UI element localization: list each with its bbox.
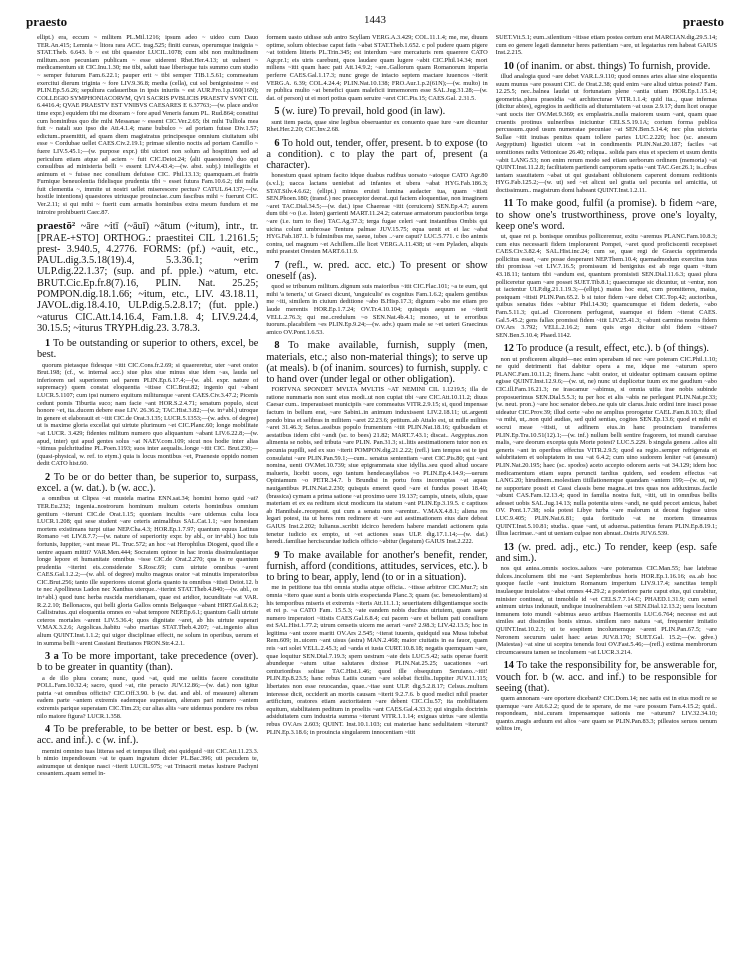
sense-number: 12 (503, 343, 514, 355)
column-right (496, 34, 717, 914)
citation-paragraph: FORTVNA SPONDET MVLTA MVLTIS ~AT NEMINI CIL 1.1219.5; illa de ratione nummaria non sunt eius modi..ut non cupiat tibi ~are CIC.Att.10.11.2; diuus Caesar cum.. imperauisset municipiis ~are commeatus VITR.2.9.15; si, quod impensae factum in bellum erat, ~are Sabini..in animum induxissent LIV.2.18.11; ut..argenti pondo bina et selibras in militem ~aret 22.23.6; petitum..ab Attalo est, ut mille milites ~aret 31.46.3; Seius..assibus populo frumentum ~itit PLIN.Nat.18.16; quibusdam et aestatibus iidem cibi ~andi (sc. to bees) 21.82; MART.7.43.1; discat.. Aegyptus..non alimenta se nobis, sed tributa ~are PLIN. Pan.31.3; si..litis aestimationem tutor non ex pecunia pupilli, sed ex suo ~iterit POMPON.dig.21.2.22; (refl.) iam tempus est te ipsi consulatui ~are PLIN.Pan.59.1;—cum.. senatus sententiam ~aret CIC.Pis.80; qui ~ant nomina, uenti OV.Met.10.739; siue epigrammata siue idyllia..seu quod aliud uocare malueris, licebit uoces, ego tantum hendecasyllabos ~o PLIN.Ep.4.14.9;—uerum Opiniamum ~o PETR.34.7. b Brundisi in portu fons incorruptas ~at aquas nauigantibus PLIN.Nat.2.230; quisquis emeret quod ~are ei fundus posset 18.40; (brassica) cymam a prima satione ~at proximo uere 19.137; campis, uineis, siluis, quae materiam et ex ea reditum sicut modicum ita statum ~ant PLIN.Ep.3.19.5. c captiuos ab Hannibale..receperat. qui cum a senatu non ~arentur.. V.MAX.4.8.1; aliena res legari potest, ita ut heres rem redimere et ~are aut aestimationem eius dare debeat GAIUS Inst.2.202; Iulianus..scribit idcirco heredem habere mandati actionem quia tenetur iudicio ex empto, ut ~et actiones suas ULP. dig.17.1.14;—(w. dat.) heredi..familiae herciscundae iudicis officio ~abitur (legatum) GAIUS Inst.2.222. (266, 386, 488, 546)
sense-number: 5 (274, 106, 280, 118)
sense-definition (266, 106, 487, 117)
sense-text: To produce (a result, effect, etc.). b (of things). (513, 343, 709, 355)
entry-lemma: praestō² (37, 220, 76, 233)
citation-paragraph: me in petitione tua tibi omnia studia atque officia.. ~itisse arbitror CIC.Mur.7; sin omnia ~itero quae sunt a bonis uiris exspectanda Planc.3; quam (sc. beneuolentiam) si his temporibus miseris et extremis ~iteris Att.11.1.1; seueritatem diligentiamque sociis et rei p. ~a CATO Fam. 15.5.3; ~ate eandem nobis ducibus uirtutem, quam saepe numero imperatori ~itistis CAES.Gal.6.8.4; cui pacem ~are et bellum pati consilium est SAL.Hist.1.77.2; utrum censetis uicem me aerari ~are? 2.98.3; LIV.42.13.5; hoc in legitima ~ant uxore mariti OV.Ars 2.545; ~iterat iuuenis, quidquid sua Musa iubebat Rem.609; in..uicem ~ant uisus (astra) MAN.2.468; maior ciuitatis in ea fauor, quam reis ~ari solet VELL.2.45.3; ad ~anda ei iusta CURT.10.8.18; negatis quemquam ~are, quae loquitur SEN.Dial.7.19.3; spem uestram ~ate deis LUC.5.42; satis operae fuerit abundeque ~atum uitae salutares dixisse PLIN.Nat.25.25; uacationes ~ari centurionibus solitae TAC.Hist.1.46; quod ille obsequium Seruiano..~itit! PLIN.Ep.8.23.5; hanc rebus Latiis curam ~are solebat fictilis..Iuppiter JUV.11.115; libertates non esse reuocandas, quae..~itae sunt ULP. dig.5.2.8.17; Celsus..multum interesse dicit, occiderit an mortis causam ~iterit 9.2.7.6. b quod medici nihil praeter artificium, oratores etiam auctoritatem ~are debent CIC.Clu.57; ita mobilitatem equitum, stabilitatem peditum in proeliis ~ant CAES.Gal.4.33.3; qui singulis doctrinis adsiduitatem cum industria summa ~iterunt VITR.1.1.14; exiguas uirtus ~are silentia rebus OV.Ars 2.603; QUINT. Inst.10.1.103; cui materiae hanc sedulitatem ~iterunt? PLIN.Ep.3.18.6; in prouincia singularem innocentiam ~itit (266, 584, 488, 736)
sense-text: To hold out, tender, offer, present. b to expose (to a condition). c to play the part of, present (a character). (266, 137, 488, 172)
sense-definition (496, 542, 717, 564)
sense-number: 14 (503, 660, 514, 672)
entry-heading (37, 221, 258, 334)
sense-definition (37, 338, 258, 360)
sense-number: 6 (274, 137, 280, 149)
sense-text: To be preferable, to be better or best. esp. b (w. acc. and inf.). c (w. inf.). (37, 724, 259, 747)
sense-definition (266, 550, 487, 584)
citation-paragraph: ut, quae rei p. bonisque omnibus polliceremur, exitu ~aremus PLANC.Fam.10.8.3; cum eius necessarii fidem implorarent Pompei, ~aret quod proficiscenti recepisset CAES.Civ.3.82.4; SAL.Hist.inc.24; cum se, quae regi de Graecia opprimenda pollicitus esset, ~are posse desperaret NEP.Them.10.4; quemadmodum exercitus tuus tibi promissa ~et LIV.7.16.5; promissum id benignius est ab rege quam ~itum 43.18.11; tantum tibi ~andum est, quantum promisisti SEN.Dial.11.6.3; quasi plura polliceretur quam ~are posset SUET.Tib.8.1; quaecumque sic dicuntur, ut ~entur, non ut iactentur ULP.dig.21.1.19.3;—(ellipt.) maius hoc erat, cum promitteres, maius, postquam ~itisti PLIN.Pan.65.2. b si tutor fidem ~are debet CIC.Top.42; auctoribus, quibus senatus fides ~abitur Phil.14.30; quamcumque ei fidem dederis, ~abo Fam.5.11.3; qui..ad Ciceronem perfugerat, suamque ei fidem ~iterat CAES. Gal.5.45.2; gens fallax promissi fidem ~itit LIV.25.41.3; ~abunt carmina nostra fidem OV.Ars 3.792; VELL.2.16.2; num quis ergo dicitur sibi fidem ~itisse? SEN.Ben.5.10.4; Phaed.1142. (495, 233, 717, 339)
sense-definition (266, 340, 487, 385)
citation-paragraph: nos qui antea..omnis socios..saluos ~are poteramus CIC.Man.55; hae latebrae dulces..incolumem tibi me ~ant Septembribus horis HOR.Ep.1.16.16; ea..ab hoc quoque facile ~ant inuictum Romanum imperium LIV.9.17.4; sanctitas templi insulaeque inuiolatos ~abat omnes 44.29.2; a posteriore parte caput eius, qui curabitur, minister contineat, ut inmobile id ~et CELS.7.7.14.C; PHAED.1.31.9; cum semel animum uirtus indurauit, undique inuolnerabilem ~at SEN.Dial.12.13.2; uera locutum inmunem toto mundi ~abimus aeuo artibus Haemoniis LUC.6.764; necesse est aut similes aut dissimiles bonis simus. similem raro natura ~at, frequenter imitatio QUINT.Inst.10.2.3; ut te sospitem incolumemque ~arent PLIN.Pan.67.5; ~are Neronem securum ualet haec aetas JUV.8.170; SUET.Gal. 15.2;—(w. gdve.) (Maiestas) ~at sine ui sceptra tenenda Ioui OV.Fast.5.46;—(refl.) extima membrorum circumcaesura tamen se incolumem ~at LUCR.3.214. (495, 565, 717, 656)
citation-paragraph: quem annonam ~are oportere dicebant? CIC.Dom.14; nec satis est in eius modi re se quemque ~are Att.6.2.2; quod de te sperare, de me ~are possum Fam.4.15.2; quid.. respondeam, nisi..curam impensamque sationis me ~aturum? LIV.32.34.10; quanto..magis arduum est alios ~are quam se PLIN.Pan.83.3; pilleatos seruos uenum solitos ire, (495, 695, 717, 733)
citation-paragraph: formem uasto uidisse sub antro Scyllam VERG.A.3.429; COL.11.1.4; me, me, diuum optime, solum obiecisse caput fatis ~abat STAT.Theb.1.652. c pol pudere quam pigere ~at totidem litteris PL.Trin.345; est interdum ~are mercaturis rem quaerere CATO Agr.pr.1; eis uiris carebunt, quos laudare quam lugere ~abit CIC.Phil.14.34; mori miliens ~itit quam haec pati Att.14.9.2; ~are..Gallorum quam Romanorum imperia perferre CAES.Gal.1.17.3; nunc grege de intacto septem mactare iuuencos ~iterit VERG.A. 6.39; COL.4.24.4; PLIN.Nat.10.138; FRO.Aur.1.p.2(61N);—(w. multo) in re publica multo ~at benefici quam maleficii inmemorem esse SAL.Jug.31.28;—(w. dat. of person) ut ei mori potius quam seruire ~aret CIC.Pis.15; CAES.Gal. 2.31.5. (266, 34, 488, 102)
sense-definition (496, 198, 717, 232)
sense-definition (496, 61, 717, 72)
sense-number: 3 a (45, 651, 59, 663)
sense-number: 1 (45, 338, 51, 350)
sense-text: To be more important, take precedence (over). b to be greater in quantity (than). (37, 651, 259, 674)
sense-text: (w. pred. adj., etc.) To render, keep (esp. safe and sim.). (495, 541, 717, 565)
citation-paragraph: quorum pietasque fidesque ~itit CIC.Cons.fr.2.69; si quaereretur, uter ~aret orator Brut.198; (cf., w. internal acc.) siue plus siue minus siue idem ~as, lauda uel inferiorem uel superiorem uel parem PLIN.Ep.6.17.4;—(w. abl. expr. nature of supremacy) quem constat eloquentia ~itisse CIC.Brut.82; ingenio qui ~abant LUCR.5.1107; cum ipsi numero equitum militumque ~arent CAES.Civ.3.47.2; Picenis cedunt pomis Tiburtia suco; nam facie ~ant HOR.S.2.4.71; senatum populo, sicut honore ~et, ita..ducem debere esse LIV. 26.36.2; TAC.Hist.3.82;—(w. in+abl.) utroque in genere et elaborauit et ~itit CIC.de Orat.3.135; LUCR.5.1353;—(w. advs. of degree) ut is maxime gloria excellat qui uirtute plurimum ~et CIC.Planc.60; longe mobilitate ~at LUCR. 3.429; fidentes militum numero quo aliquantum ~abant LIV.6.22.8;—(w. apud, inter) qui apud gentes solus ~at NAEV.com.109; sicut nos hodie inter alias ~itimus pulchritudine PL.Poen.1193; suos inter aequalis..longe ~itit CIC. Brut.230;—(quasi-physical, w. ref. to etym.) quia is locus montibus ~et, Praeneste oppido nomen dedit CATO hist.60. (37, 361, 259, 468)
sense-text: To make available for another's benefit, render, furnish, afford (conditions, attitudes, services, etc.). b to bring to bear, apply, lend (to or in a situation). (266, 549, 488, 584)
entry-forms: ~āre ~itī (~āuī) ~ātum (~itum), intr., tr. [PRAE-+STO] ORTHOG.: praestitei CIL 1.2161.5; prest- 3.940.5, 4.2776. FORMS: (pf.) ~auit, etc., PAUL.dig.3.5.18(19).4, 5.3.36.1; ~erim ULP.dig.22.1.37; (sup. and pf. pple.) ~atum, etc. BRUT.Cic.Ep.fr.8(7).16, PLIN. Nat. 25.25; POMPON.dig.18.1.66; ~itum, etc., LIV. 43.18.11, JAVOL.dig.18.4.10, ULP.dig.5.2.8.17; (fut. pple.) ~aturus CIC.Att.14.16.4, Fam.1.8. 4; LIV.9.24.4, 30.15.5; ~iturus TRYPH.dig.23. 3.78.3. (37, 221, 259, 334)
left-guide-word: praesto (26, 14, 68, 29)
sense-number: 7 (274, 259, 280, 271)
sense-number: 2 (45, 471, 51, 483)
sense-definition (37, 724, 258, 746)
running-header (26, 14, 724, 32)
citation-paragraph: a de illo plura coram; nunc, quod ~at, quid me uelitis facere constituite POLL.Fam.10.32.4; sacro, quod ~at, rite peracto JUV.12.86;—(w. dat.) non igitur patria ~at omnibus officiis? CIC.Off.3.90. b (w. dat. and abl. of measure) alteram eadem parte ~antem extremis eademque superatam, alteram pari numero ~antem extremis parique superatam CIC.Tim.23; cur alias aliis ~are uidemus pondere res rebus nilo maiore figura? LUCR.1.358. (37, 674, 259, 720)
citation-paragraph: SUET.Vit.5.1; eum..silentium ~itisse etiam postea certum erat MARCIAN.dig.29.5.14; cum eo genere legati damnetur heres patientiam ~are, ut legatarius rem habeat GAIUS Inst.2.215. (495, 34, 717, 57)
sense-text: (w. iure) To prevail, hold good (in law). (279, 106, 446, 118)
right-guide-word: praesto (682, 14, 724, 29)
citation-paragraph: illud analogia quod ~are debet VAR.L.9.110; quod omnes artes aliae sine eloquentia suum munus ~are possunt CIC. de Orat.2.38; quid enim ~are aliud uirtus potest? Fam. 12.25.5; nec..balnea laudat ut fortunatam plene ~antia uitam HOR.Ep.1.15.14; geometria..plura praesidia ~at architecturae VITR.1.1.4; quid ita.., quae infernas (dicitur abies), egregios in aedificiis ad diuturnitatem ~at usus 2.9.17; dum licet oraque ~ant uocis iter OV.Met.9.369; ex emplastris..nulla maiorem usum ~ant, quam quae cruentis protinus uulneribus iniciuntur CELS.5.19.1A; corium forma publica percussum..quod usum numeratae pecuniae ~at SEN.Ben.5.14.4; nec plus uictoria Sullae ~itit inuisas penitus quam tollere partes LUC.2.220; hoc (sc. anesum Aegyptium) ligustici uicem ~at in condimentis PLIN.Nat.20.187; faciles ~at uomitiones radix Vettonicae 26.40; reliqua.. solida pars eius et speciem et usum dentis ~abit LANG.53; non enim rerum modo sed etiam uerborum ordinem (memoria) ~at QUINT.Inst.11.2.8; facilitatem partiendi camporum spatia ~ant TAC.Ger.26.1; is..cibus tantam suauitatem ~abat ut qui gustabant obliuionem caperent domum reditionis HYG.Fab.125.2;—(w. ut) sed ~et alicui uel gratia uel pecunia uel amicitia, ut doctissimum.. magistrum domi habeant QUINT.Inst.1.2.11. (495, 72, 717, 194)
page-number: 1443 (364, 14, 386, 26)
sense-text: (of inanim. or abst. things) To furnish, provide. (513, 60, 711, 72)
sense-text: To be outstanding or superior to others, excel, be best. (37, 338, 259, 361)
sense-number: 11 (503, 198, 514, 210)
sense-text: (refl., w. pred. acc. etc.) To present or show oneself (as). (266, 259, 488, 283)
sense-text: To make available, furnish, supply (men, materials, etc.; also non-material things); to serve up (at meals). b (of inanim. sources) to furnish, supply. c to hand over (under legal or other obligation). (266, 340, 488, 386)
sense-text: To take the responsibility for, be answerable for, vouch for. b (w. acc. and inf.) to be responsible for seeing (that). (495, 660, 717, 694)
sense-definition (37, 651, 258, 673)
column-left (37, 34, 258, 914)
citation-paragraph: ellipt.) era, eccum ~ militem PL.Mil.1216; ipsum adeo ~ uideo cum Dauo TER.An.415; Lemnia ~ litora rara ACC. trag.525; finiti cursus, operumque insignia ~ STAT.Theb. 6.643. b ~ est tibi quaestor LUCIL.1078; cum sibi non multitudinem militum..non pecuniam publicam ~ esse uiderent Rhet.Her.4.13; ut uulneri ~ medicamentum sit CIC.Inu.1.30; me tibi, saluti tuae liberisque tuis summo cum studio ~ semper futurum Fam.6.22.1; pauper erit ~ tibi semper TIB.1.5.61; commeatum exercitui dierum triginta ~ fore LIV.9.36.8; media (cella), cui sol benignissime ~ est PLIN.Ep.5.6.26; sepultura cadaueribus in ipsis iniuriis ~ est AUR.Fro.1.p.160(16N); COLLEGIO SYMPHONIACORVM, QVI SACRIS PVBLICIS PRAESTV SVNT CIL 6.4416.4; QVAE PRAESTV EST VNIBVS CAESARES E 6.37763;—(w. place and/or time expr.) equidem tibi me dixeram ~ fore apud Veneris fanum PL. Rud.864; constitui cum hominibus quo die mihi Messanae ~ essent CIC.Ver.2.65; ibi mihi Tulliola mea fuit ~ natali suo ipso die Att.4.1.4; mane bubulco ~ ad portam fuisse Div.1.57; edictum..praemittit, ad quam diem magistratus principesque omnium ciuitatum sibi esse ~ Cordubae uellet CAES.Civ.2.19.1; primae silentio noctis ad portam Camillo ~ fuere LIV.5.45.1;—(w. purpose expr.) tibi uictori non solum ad hospitium sed ad periculum etiam atque ad aciem ~ fuit CIC.Deiot.24; ⟨alii quaestores⟩ duo qui consulibus ad ministeria belli ~ essent LIV.4.43.4;—(w. abst. subj.) intellegitis et animum ei ~ fuisse nec consilium defuisse CIC. Phil.13.13; quamquam..et fratris Furnique beneuolentia fidelisque prudentia tibi ~ esset futura Fam.10.6.2; tibi nulla fuit clementia ~, immite ut nostri uellet miserescere pectus? CATUL.64.137;—(w. hostile intentions) quaestores utriusque prouinciae..cum fascibus mihi ~ fuerunt CIC. Ver.2.11; si qui mihi ~ fuerit cum armatis hominibus extra meum fundum et me introire prohibuerit Caec.87. (37, 34, 259, 216)
citation-paragraph: a omnibus ut Clipea ~at mustela marina ENN.sat.34; homini homo quid ~at? TER.Eu.232; ingenia..nostrorum hominum multum ceteris hominibus omnium gentium ~iterunt CIC.de Orat.1.15; quoniam incultis ~are uidemus culta loca LUCR.1.208; qui sese student ~are ceteris animalibus SAL.Cat.1.1; ~are honestam mortem existimans turpi uitae NEP.Cha.4.3; HOR.Ep.1.7.97; quantum equus Latinus Romano ~et LIV.8.7.7;—(w. nature of superiority expr. by abl., or in+abl.) hoc tuis fortunis, Iuppiter, ~ant meae PL. Truc.572; an hoc ~at Herophilus Diogeni, quod ille e uentre aquam mittit? VAR.Men.444; Socratem opinor in hac ironia dissimulantiaque longe lepore et humanitate omnibus ~isse CIC.de Orat.2.270; qua in re quantum prudentia ~iterint eis..considerate S.Rosc.69; cum uirtute omnibus ~arent CAES.Gal.1.2.2;—(w. abl. of degree) multo magnus orator ~at minutis imperatoribus CIC.Brut.256; tanto ille superiores uicerat gloria quanto tu omnibus ~itisti Deiot.12. b te nec Apollineus Ladon nec Xanthus uterque..~iterint STAT.Theb.4.840;—(w. abl., or in+abl.) quod tunc herba ruscida meridianam, quae est aridior, iucunditate ~at VAR. R.2.2.10; Bellonacos, qui belli gloria Gallos omnis Belgasque ~abant HIRT.Gal.8.6.2; Callistratus..qui eloquentia omnes eo ~abat tempore NEP.Ep.6.1; quantum Galli uirtute ceteros mortales ~arent LIV.5.36.4; quos dignitate ~aret, ab his uirtute superari V.MAX.3.2.6; Argolicas..habitu ~abo maritas STAT.Theb.4.207; ~at..ingenio alius alium QUINT.Inst.1.1.2; qui uigor disciplinae effecit, ne solum in operibus, uerum et in summa belli ~arent Cassiani Brutianos FRON.Str.4.2.1. (37, 495, 259, 647)
sense-number: 9 (274, 549, 280, 561)
sense-text: To be or do better than, be superior to, surpass, excel. a (w. dat.). b (w. acc.). (37, 471, 259, 495)
citation-paragraph: memini omnino tuas litteras sed et tempus illud; etsi quidquid ~itit CIC.Att.11.23.3. b nimio impendiosum ~at te quam ingratum dicier PL.Bac.396; uti pecudem te, asinumque ut denique nasci ~iterit LUCIL.975; ~at Trinacrii metas lustrare Pachyni cessantem..quam semel in- (37, 747, 259, 778)
sense-definition (496, 660, 717, 694)
sense-definition (266, 138, 487, 172)
dictionary-columns (37, 34, 717, 914)
column-middle (266, 34, 487, 914)
sense-number: 8 (274, 340, 280, 352)
sense-number: 10 (503, 60, 514, 72)
citation-paragraph: non ut proficerem aliquid—nec enim sperabam id nec ~are poteram CIC.Phil.1.10; ne quid detrimenti fiat dabitur opera a me, idque me ~aturum spero PLANC.Fam.10.11.2; finem..hanc ~abit orator, ut uideatur optimam causam optime egisse QUINT.Inst.12.9.6;—(w. ut, ne) nunc ut duplicetur tuum ex me gaudium ~abo CIC.ill.Fam.16.21.3; ne irascamur ~abimus, si omnia uitia irae nobis subinde proposuerimus SEN.Dial.5.5.3; tu per hoc et alis ~abis ne perlegant PLIN.Nat.pr.33; (w. neut. pron.) ~are hoc senator debeo..ne quis uir clarus..huic ordini inre irasci posse uideatur CIC.Prov.39; illud certe ~abo ne amplius prorogetur CAEL.Fam.8.10.3; illud ~a mihi, ut,..non quid audias, sed quid sentias, cogites SEN.Ep.13.6; quod et mihi et socrui meae ~itisti, ut adfinem eius..in hanc prouinciam transferres PLIN.Ep.Tra.10.51(12).1;—(w. inf.) nullum belli sentire fragorem, tot mundi caruisse malis, ~are deorum excepta quis Morte potest? LUC.5.229. b singula genera ..alios alii generis ~ant in operibus effectus VITR.2.9.5; quod ea regio..semper refrigerata et salubritatem et uoluptatem in usu ~at 6.4.2; cum uino sudorem leniter ~at (anesum) PLIN.Nat.20.195; haec (sc. spodos) aceto accepto odorem aeris ~at 34.129; idem hoc medicamentum etiam supra peruncti tardius quidem, sed eosdem effectus ~at LANG.20; hirudinem..molestiam titillationemque quandam ~antem 199;—(w. ut, ne) ne supportare possit et Cassi classis bene magna..et tres quas nos adduximus..facile ~abunt CAS.Fam.12.13.4; quod in familia nostra fuit, ~itit, uti in omnibus bellis adesset uobis SAL.Jug.14.13; nulla potentia uires ~andi, ne quid peccet amicus, habet OV. Pont.1.7.38; sola potest Libye turba ~are malorum ut deceat fugisse uiros LUC.9.405; PLIN.Nat.6.81; quia fortitudo ~at ne mortem timeamus QUINT.Inst.5.10.81; studia.. quae ~ant, ut aduersa..patientius feram PLIN.Ep.8.19.1; illius lacrimae..~ant ut ueniam culpae non abnuat..Osiris JUV.6.539. (495, 355, 717, 538)
sense-definition (266, 260, 487, 282)
sense-definition (37, 472, 258, 494)
citation-paragraph: honestum quasi spiram facito idque duabus rudibus uorsato ~atoque CATO Agr.80 (s.v.l.); uacca lactans ueniebat ad infantes et ubera ~abat HYG.Fab.186.3; STAT.Silv.4.6.62; (ellipt.) minus eruisti lumina audacter tua, quam ~itisti SEN.Phoen.180; (transf.) nec praeceptor deerat..qui faciem eloquentiae, non imaginem ~aret TAC.Dial.34.5;—(w. dat.) ipse Chaereae ~itit (ceruicem) SEN.Ep.4.7; aurem dum tibi ~o (i.e. listen) garrienti MART.11.24.2; cateruae armatorum paucioribus terga ~are (i.e. turn to flee) TAC.Ag.37.3; terga fugae celeri ~ant instantibus Ombis qui uicina colunt umbrosae Tentura palmae JUV.15.75; equa uenit et ei lac ~abat HYG.Fab.187.1. b fulminibus me, saeue, iubes ..~are caput? LUC.5.771. c ibo animis contra, uel magnum ~et Achillem..ille licet VERG.A.11.438; ut ~em Pyladen, aliquis mihi praestet Oresten MART.6.11.9. (266, 172, 488, 256)
citation-paragraph: sunt item pacta, quae sine legibus obseruantur ex conuento quae iure ~are dicuntur Rhet.Her.2.20; CIC.Inv.2.68. (266, 118, 488, 134)
sense-text: To make good, fulfil (a promise). b fidem ~are, to show one's trustworthiness, prove one's loyalty, keep one's word. (495, 198, 717, 232)
sense-number: 4 (45, 724, 51, 736)
sense-number: 13 (503, 541, 514, 553)
citation-paragraph: quod se tribunum militum..dignum suis maioribus ~itit CIC.Flac.101; ~a te eum, qui mihi 'a teneris,' ut Graeci dicunt, 'unguiculis' es cognitus Fam.1.6.2; qualem gentibus me ~iti, similem in ciuium deditione ~abo B.Hisp.17.3; dignum ~abo me etiam pro laude merentis HOR.Ep.1.7.24; OV.Tr.4.10.104; quisquis aequum se ~iterit VELL.2.76.3; qui me..credulum ~o SEN.Nat.4b.4.1; moneo, ut te erroribus tuorum..placabilem ~es PLIN.Ep.9.24;—(w. adv.) quam male se ~et ueteri Graecinus amico OV.Pont.1.6.53. (266, 283, 488, 336)
sense-definition (496, 343, 717, 354)
